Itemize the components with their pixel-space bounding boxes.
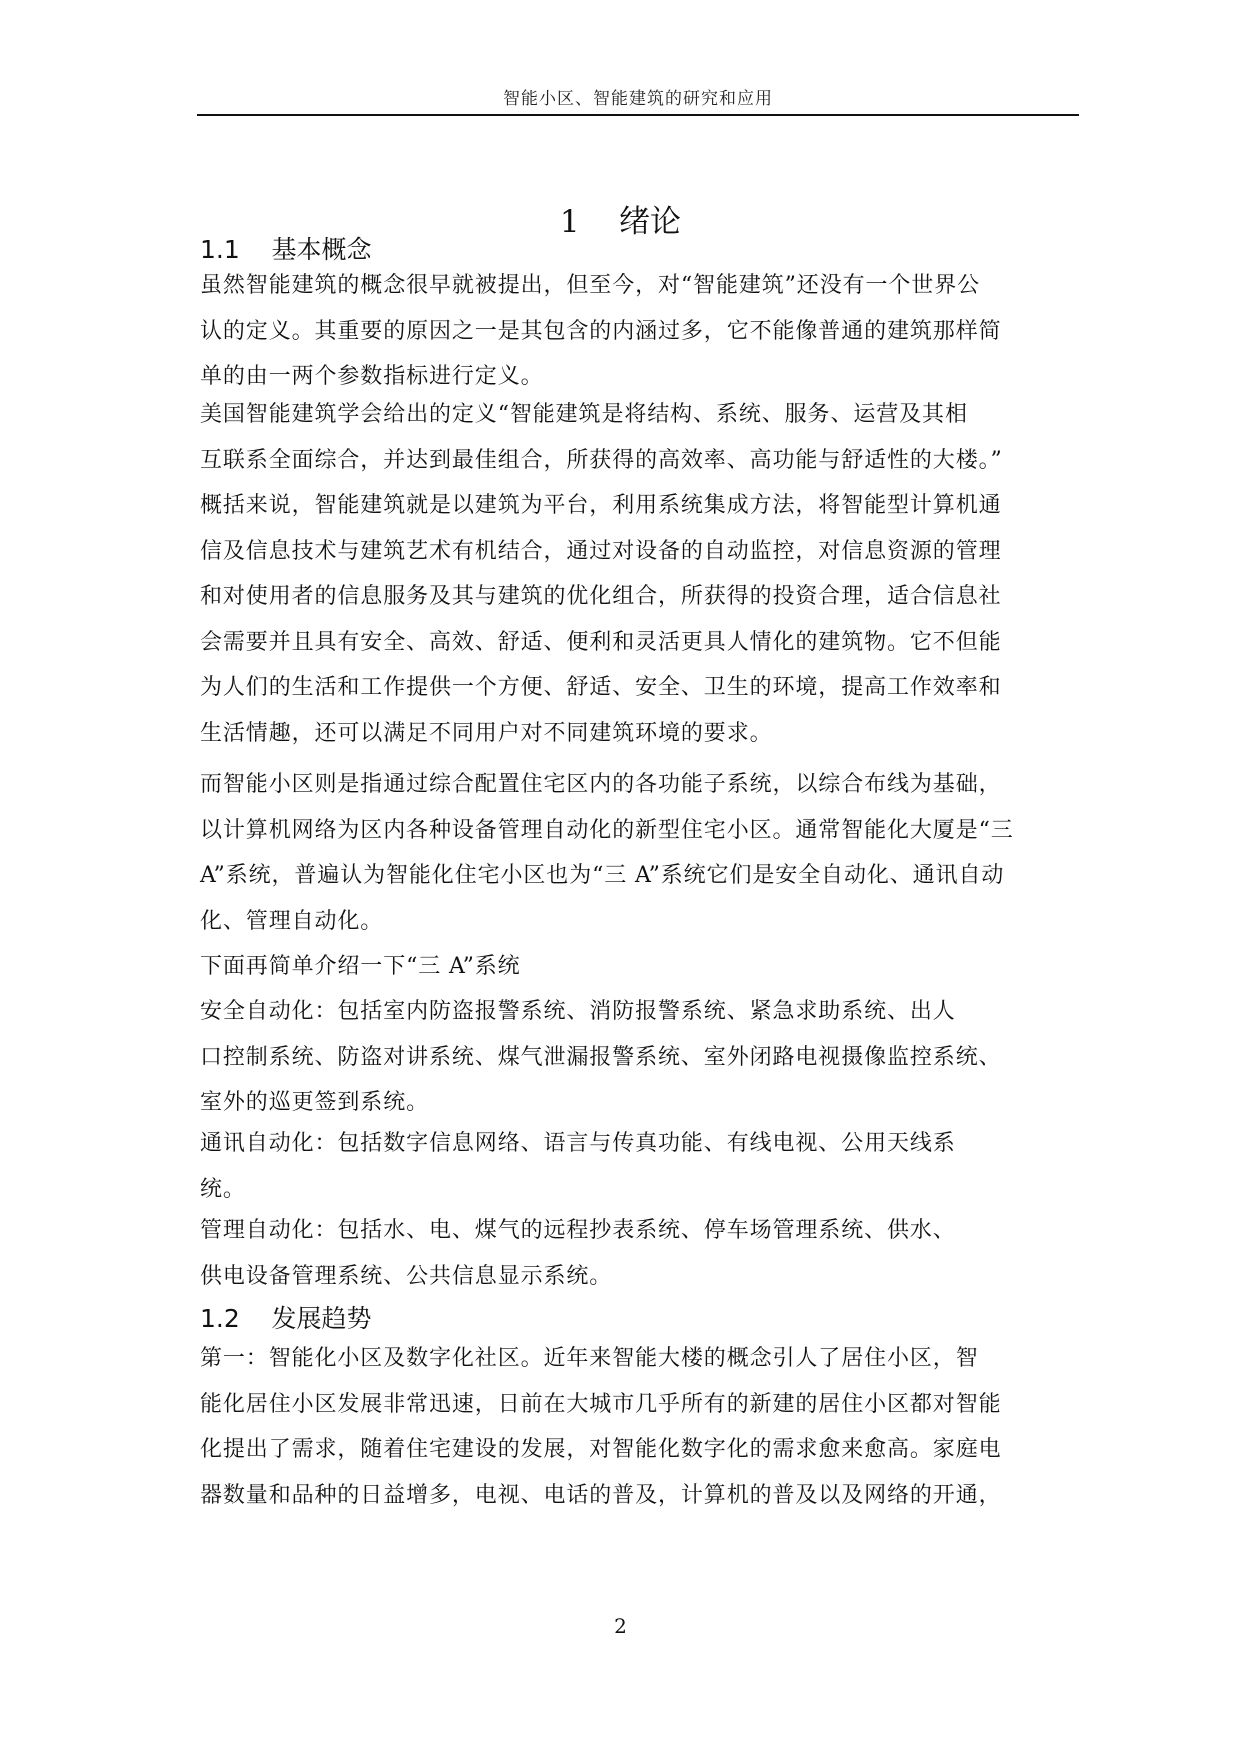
text-line: 生活情趣，还可以满足不同用户对不同建筑环境的要求。 (200, 720, 773, 746)
text-line: A”系统，普遍认为智能化住宅小区也为“三 A”系统它们是安全自动化、通讯自动 (200, 863, 1005, 888)
paragraph (200, 989, 1078, 1126)
text-line: 虽然智能建筑的概念很早就被提出，但至今，对“智能建筑”还没有一个世界公 (200, 273, 980, 298)
paragraph (200, 263, 1078, 400)
text-line: 室外的巡更签到系统。 (200, 1090, 430, 1115)
paragraph (200, 392, 1078, 756)
text-line: 化、管理自动化。 (200, 908, 384, 934)
text-line: 管理自动化：包括水、电、煤气的远程抄表系统、停车场管理系统、供水、 (200, 1218, 956, 1243)
text-line: 信及信息技术与建筑艺术有机结合，通过对设备的自动监控，对信息资源的管理 (200, 538, 1002, 564)
text-line: 供电设备管理系统、公共信息显示系统。 (200, 1263, 613, 1289)
running-header: 智能小区、智能建筑的研究和应用 (503, 89, 773, 109)
text-line: 能化居住小区发展非常迅速，日前在大城市几乎所有的新建的居住小区都对智能 (200, 1391, 1002, 1417)
paragraph (200, 944, 1078, 990)
text-line: 会需要并且具有安全、高效、舒适、便利和灵活更具人情化的建筑物。它不但能 (200, 629, 1002, 655)
text-line: 下面再简单介绍一下“三 A”系统 (200, 954, 521, 979)
paragraph (200, 1121, 1078, 1212)
chapter-title: 1 绪论 (559, 204, 682, 240)
text-line: 统。 (200, 1176, 246, 1202)
section-heading-1-1: 1.1 基本概念 (200, 235, 372, 264)
text-line: 单的由一两个参数指标进行定义。 (200, 364, 544, 389)
text-line: 器数量和品种的日益增多，电视、电话的普及，计算机的普及以及网络的开通， (200, 1482, 1002, 1508)
text-line: 口控制系统、防盗对讲系统、煤气泄漏报警系统、室外闭路电视摄像监控系统、 (200, 1044, 1002, 1070)
paragraph (200, 1336, 1078, 1518)
paragraph (200, 762, 1078, 944)
paragraph (200, 1208, 1078, 1299)
text-line: 认的定义。其重要的原因之一是其包含的内涵过多，它不能像普通的建筑那样简 (200, 318, 1002, 344)
page-number: 2 (614, 1614, 627, 1638)
text-line: 美国智能建筑学会给出的定义“智能建筑是将结构、系统、服务、运营及其相 (200, 402, 968, 427)
text-line: 安全自动化：包括室内防盗报警系统、消防报警系统、紧急求助系统、出人 (200, 999, 956, 1024)
text-line: 和对使用者的信息服务及其与建筑的优化组合，所获得的投资合理，适合信息社 (200, 584, 1002, 609)
text-line: 而智能小区则是指通过综合配置住宅区内的各功能子系统，以综合布线为基础， (200, 772, 1002, 797)
text-line: 概括来说，智能建筑就是以建筑为平台，利用系统集成方法，将智能型计算机通 (200, 493, 1002, 518)
header-rule (197, 114, 1079, 116)
text-line: 第一：智能化小区及数字化社区。近年来智能大楼的概念引人了居住小区，智 (200, 1346, 979, 1371)
text-line: 以计算机网络为区内各种设备管理自动化的新型住宅小区。通常智能化大厦是“三 (200, 817, 1014, 843)
section-heading-1-2: 1.2 发展趋势 (200, 1304, 372, 1333)
text-line: 通讯自动化：包括数字信息网络、语言与传真功能、有线电视、公用天线系 (200, 1131, 956, 1156)
text-line: 化提出了需求，随着住宅建设的发展，对智能化数字化的需求愈来愈高。家庭电 (200, 1437, 1002, 1462)
text-line: 为人们的生活和工作提供一个方便、舒适、安全、卫生的环境，提高工作效率和 (200, 675, 1002, 700)
text-line: 互联系全面综合，并达到最佳组合，所获得的高效率、高功能与舒适性的大楼。” (200, 447, 1003, 473)
